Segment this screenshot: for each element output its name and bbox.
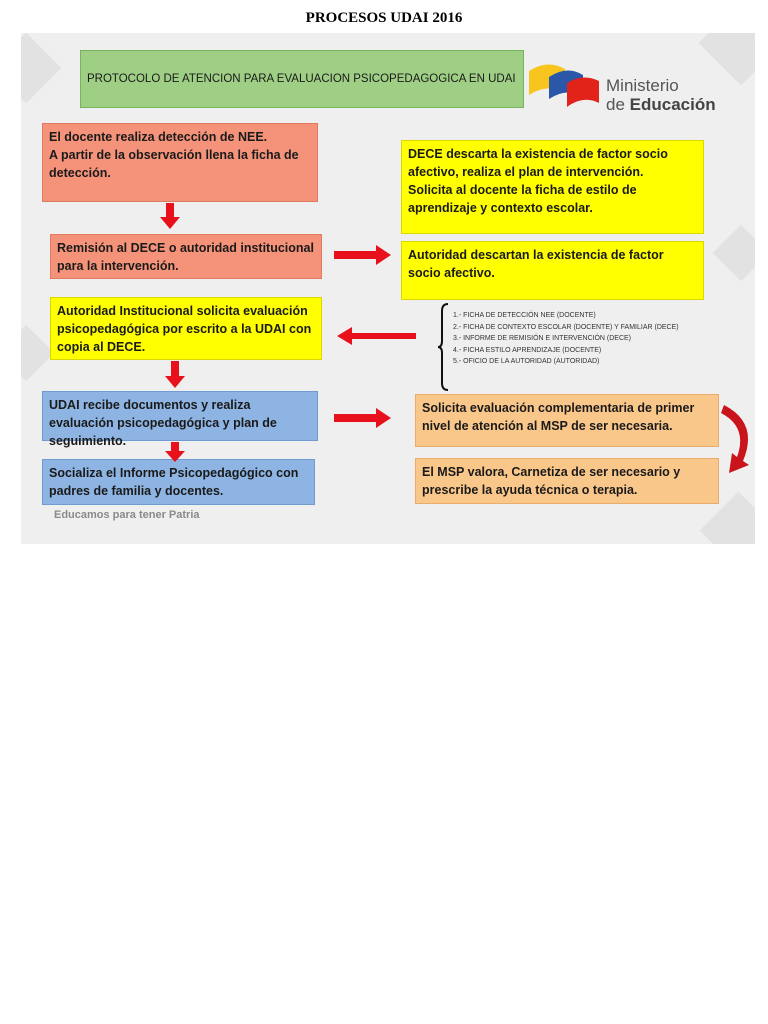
arrow-right-icon	[334, 408, 391, 428]
flowchart-slide	[21, 33, 755, 544]
logo-line1: Ministerio	[606, 76, 679, 95]
arrow-down-icon	[165, 361, 185, 388]
document-item: 4.- FICHA ESTILO APRENDIZAJE (DOCENTE)	[453, 346, 602, 354]
step-authority-request: Autoridad Institucional solicita evaluación psicopedagógica por escrito a la UDAI con copia al DECE.	[50, 297, 322, 360]
step-remission: Remisión al DECE o autoridad institucional para la intervención.	[50, 234, 322, 279]
step-msp-assessment: El MSP valora, Carnetiza de ser necesario y prescribe la ayuda técnica o terapia.	[415, 458, 719, 504]
curved-arrow-icon	[721, 405, 749, 473]
step-dece-discard: DECE descarta la existencia de factor socio afectivo, realiza el plan de intervención. Solicita al docente la ficha de estilo de aprendizaje y contexto escolar.	[401, 140, 704, 234]
page-title: PROCESOS UDAI 2016	[305, 10, 463, 26]
step-authority-discard: Autoridad descartan la existencia de factor socio afectivo.	[401, 241, 704, 300]
footer-slogan: Educamos para tener Patria	[54, 509, 200, 521]
document-item: 1.- FICHA DE DETECCIÓN NEE (DOCENTE)	[453, 312, 596, 319]
document-item: 5.- OFICIO DE LA AUTORIDAD (AUTORIDAD)	[453, 358, 600, 365]
arrow-down-icon	[160, 203, 180, 229]
arrow-right-icon	[334, 245, 391, 265]
step-detection: El docente realiza detección de NEE. A partir de la observación llena la ficha de detección.	[42, 123, 318, 202]
step-udai-evaluation: UDAI recibe documentos y realiza evaluación psicopedagógica y plan de seguimiento.	[42, 391, 318, 441]
arrow-left-icon	[337, 327, 416, 345]
logo-line2-prefix: de	[606, 95, 630, 114]
document-item: 2.- FICHA DE CONTEXTO ESCOLAR (DOCENTE) Y FAMILIAR (DECE)	[453, 323, 679, 331]
arrow-down-icon	[165, 442, 185, 462]
step-msp-request: Solicita evaluación complementaria de primer nivel de atención al MSP de ser necesaria.	[415, 394, 719, 447]
protocol-title: PROTOCOLO DE ATENCION PARA EVALUACION PSICOPEDAGOGICA EN UDAI	[87, 73, 516, 85]
arrows-layer	[21, 33, 755, 544]
logo-line2-bold: Educación	[629, 95, 716, 114]
step-socialize-report: Socializa el Informe Psicopedagógico con padres de familia y docentes.	[42, 459, 315, 505]
document-item: 3.- INFORME DE REMISIÓN E INTERVENCIÓN (DECE)	[453, 335, 631, 342]
